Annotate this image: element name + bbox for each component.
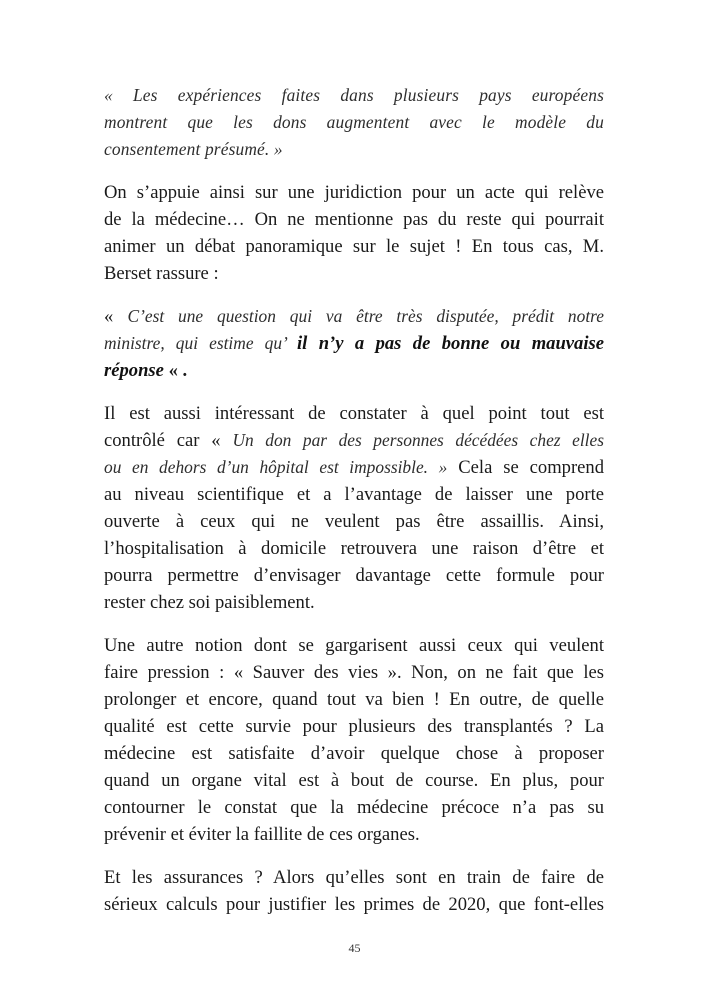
text-line: ouverte à ceux qui ne veulent pas être assaillis. Ainsi, <box>104 511 604 532</box>
text-line: de la médecine… On ne mentionne pas du reste qui pourrait <box>104 209 604 230</box>
text-line: Une autre notion dont se gargarisent aussi ceux qui veulent <box>104 635 604 656</box>
page-body <box>104 82 604 935</box>
text-line <box>104 454 604 481</box>
paragraph-6 <box>104 864 604 918</box>
text-line: rester chez soi paisiblement. <box>104 592 315 613</box>
line-text: Cela se comprend <box>447 457 604 478</box>
emphasis-text: réponse <box>104 360 164 381</box>
text-line: prévenir et éviter la faillite de ces organes. <box>104 824 420 845</box>
text-line: « Les expériences faites dans plusieurs pays européens <box>104 85 604 105</box>
quote-text: ou en dehors d’un hôpital est impossible. » <box>104 457 448 477</box>
text-line: médecine est satisfaite d’avoir quelque chose à proposer <box>104 743 604 764</box>
text-line: animer un débat panoramique sur le sujet ! En tous cas, M. <box>104 236 604 257</box>
text-line <box>104 427 604 454</box>
line-text: contrôlé car « <box>104 430 233 451</box>
text-line: prolonger et encore, quand tout va bien ! En outre, de quelle <box>104 689 604 710</box>
paragraph-2 <box>104 179 604 287</box>
text-line: sérieux calculs pour justifier les primes de 2020, que font-elles <box>104 894 604 915</box>
quote-text: C’est une question qui va être très disputée, prédit notre <box>127 306 604 326</box>
text-line <box>104 330 604 357</box>
quote-text: Un don par des personnes décédées chez elles <box>232 430 604 450</box>
text-line: pourra permettre d’envisager davantage cette formule pour <box>104 565 604 586</box>
text-line: montrent que les dons augmentent avec le modèle du <box>104 112 604 132</box>
emphasis-text: il n’y a pas de bonne ou mauvaise <box>296 333 604 354</box>
text-line <box>104 357 604 384</box>
text-line: Berset rassure : <box>104 263 219 284</box>
quote-open: « <box>104 306 128 327</box>
text-line: contourner le constat que la médecine précoce n’a pas su <box>104 797 604 818</box>
quote-close: « . <box>163 360 188 381</box>
text-line <box>104 303 604 330</box>
text-line: consentement présumé. » <box>104 139 283 159</box>
text-line: On s’appuie ainsi sur une juridiction pour un acte qui relève <box>104 182 604 203</box>
quote-paragraph-1 <box>104 82 604 163</box>
paragraph-4 <box>104 400 604 616</box>
quote-text: ministre, qui estime qu’ <box>104 333 297 353</box>
text-line: au niveau scientifique et a l’avantage de laisser une porte <box>104 484 604 505</box>
text-line: l’hospitalisation à domicile retrouvera une raison d’être et <box>104 538 604 559</box>
paragraph-5 <box>104 632 604 848</box>
text-line: quand un organe vital est à bout de course. En plus, pour <box>104 770 604 791</box>
text-line: faire pression : « Sauver des vies ». Non, on ne fait que les <box>104 662 604 683</box>
page-number: 45 <box>348 941 361 955</box>
text-line: Il est aussi intéressant de constater à quel point tout est <box>104 403 604 424</box>
text-line: Et les assurances ? Alors qu’elles sont en train de faire de <box>104 867 604 888</box>
text-line: qualité est cette survie pour plusieurs des transplantés ? La <box>104 716 604 737</box>
quote-paragraph-3 <box>104 303 604 384</box>
